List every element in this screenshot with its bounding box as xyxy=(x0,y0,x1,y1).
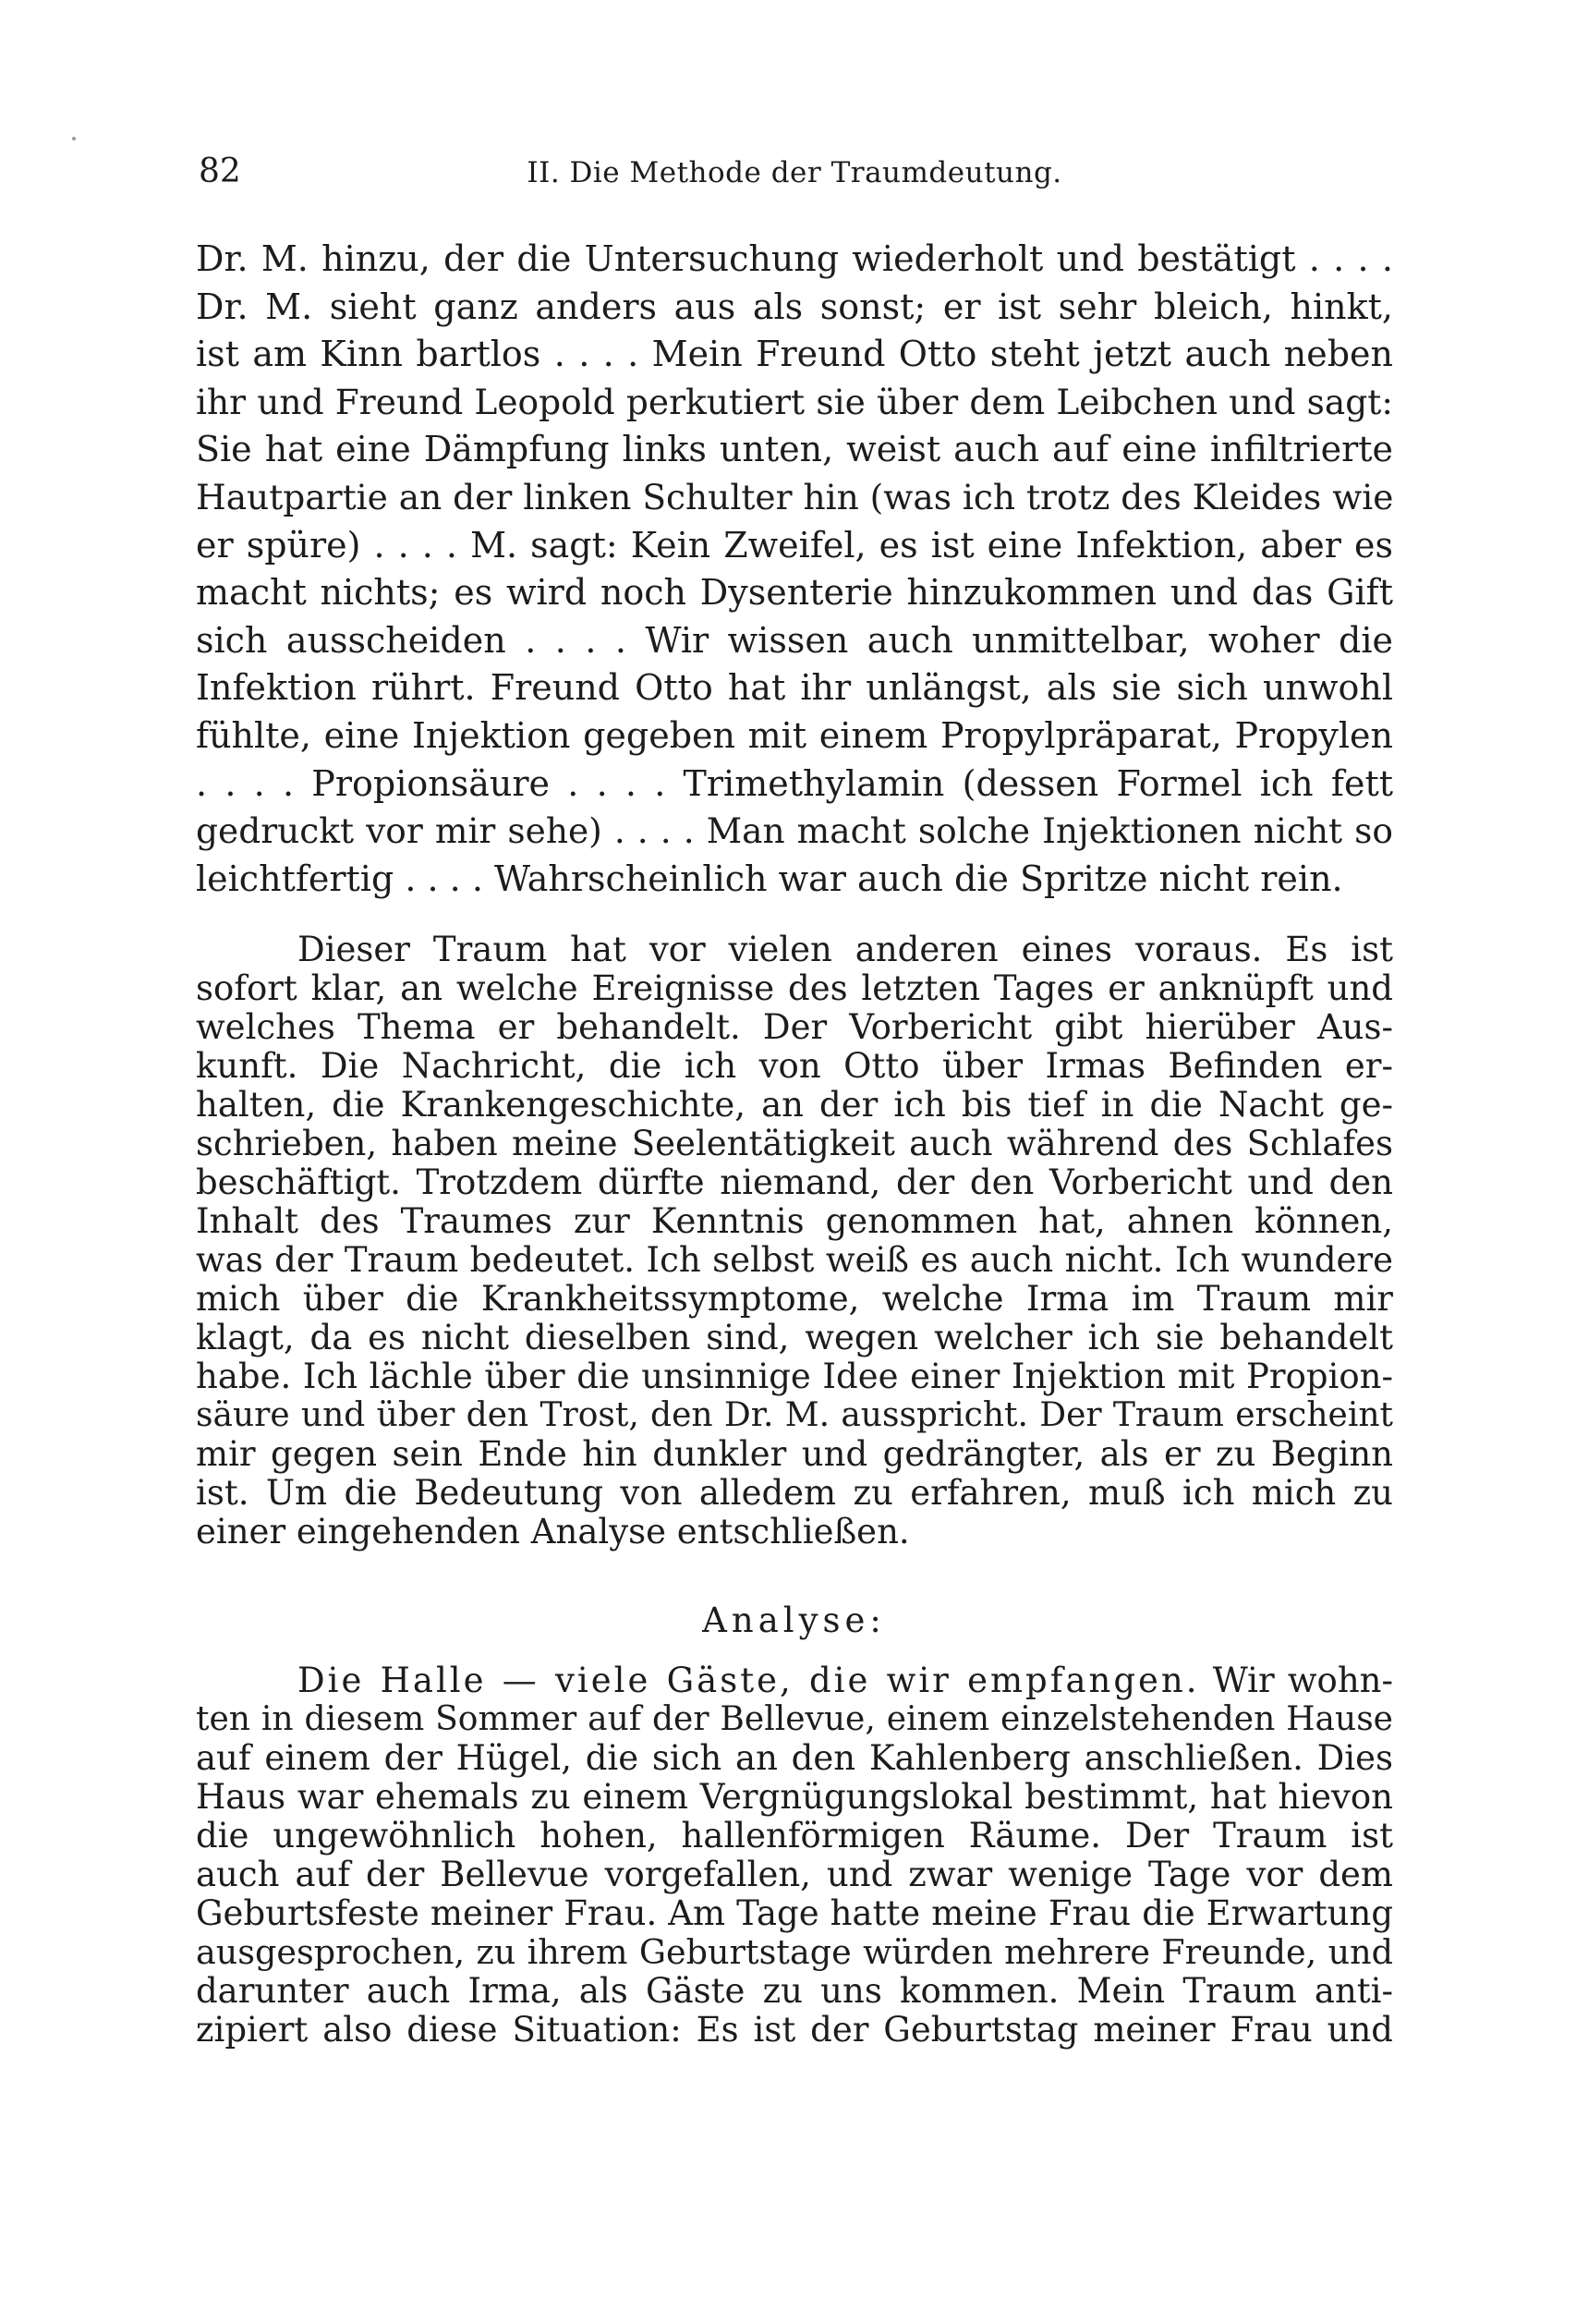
margin-speck xyxy=(72,137,76,140)
text-line: leichtfertig . . . . Wahrscheinlich war auch die Spritze nicht rein. xyxy=(196,858,1343,899)
text-line: ist am Kinn bartlos . . . . Mein Freund Otto steht jetzt auch neben xyxy=(196,334,1393,375)
text-line: Haus war ehemals zu einem Vergnügungslokal bestimmt, hat hievon xyxy=(196,1777,1393,1817)
text-line: Dr. M. hinzu, der die Untersuchung wiederholt und bestätigt . . . . xyxy=(196,238,1393,279)
text-line: habe. Ich lächle über die unsinnige Idee einer Injektion mit Propion- xyxy=(196,1357,1393,1396)
text-line xyxy=(196,1661,1393,1700)
text-line: schrieben, haben meine Seelentätigkeit auch während des Schlafes xyxy=(196,1124,1393,1163)
spaced-phrase: Die Halle — viele Gäste, die wir empfangen. xyxy=(297,1661,1200,1700)
dream-text-block xyxy=(196,236,1393,903)
analysis-paragraph xyxy=(196,1661,1393,2050)
text-line: einer eingehenden Analyse entschließen. xyxy=(196,1512,910,1551)
text-line: ihr und Freund Leopold perkutiert sie über dem Leibchen und sagt: xyxy=(196,381,1393,422)
text-line: er spüre) . . . . M. sagt: Kein Zweifel, es ist eine Infektion, aber es xyxy=(196,524,1393,566)
text-line: ausgesprochen, zu ihrem Geburtstage würden mehrere Freunde, und xyxy=(196,1932,1393,1972)
line-continuation: Wir wohn- xyxy=(1199,1661,1393,1700)
text-line: sofort klar, an welche Ereignisse des letzten Tages er anknüpft und xyxy=(196,968,1393,1008)
text-line: säure und über den Trost, den Dr. M. ausspricht. Der Traum erscheint xyxy=(196,1396,1393,1434)
text-line: zipiert also diese Situation: Es ist der Geburtstag meiner Frau und xyxy=(196,2010,1393,2050)
text-line: die ungewöhnlich hohen, hallenförmigen Räume. Der Traum ist xyxy=(196,1816,1393,1856)
text-line: Dr. M. sieht ganz anders aus als sonst; er ist sehr bleich, hinkt, xyxy=(196,286,1393,327)
page-header xyxy=(199,152,1390,211)
text-line: . . . . Propionsäure . . . . Trimethylamin (dessen Formel ich fett xyxy=(196,762,1393,804)
text-line: halten, die Krankengeschichte, an der ich bis tief in die Nacht ge- xyxy=(196,1085,1393,1125)
text-line: ist. Um die Bedeutung von alledem zu erfahren, muß ich mich zu xyxy=(196,1473,1393,1513)
text-line: Infektion rührt. Freund Otto hat ihr unlängst, als sie sich unwohl xyxy=(196,667,1393,709)
text-line: was der Traum bedeutet. Ich selbst weiß es auch nicht. Ich wundere xyxy=(196,1240,1393,1280)
text-line: sich ausscheiden . . . . Wir wissen auch unmittelbar, woher die xyxy=(196,619,1393,661)
text-line: Dieser Traum hat vor vielen anderen eines voraus. Es ist xyxy=(297,930,1393,969)
text-line: gedruckt vor mir sehe) . . . . Man macht solche Injektionen nicht so xyxy=(196,810,1393,852)
text-line: Sie hat eine Dämpfung links unten, weist auch auf eine infiltrierte xyxy=(196,429,1393,470)
commentary-paragraph xyxy=(196,931,1393,1551)
running-title: II. Die Methode der Traumdeutung. xyxy=(527,156,1062,189)
text-line: darunter auch Irma, als Gäste zu uns kommen. Mein Traum anti- xyxy=(196,1971,1393,2011)
page-number: 82 xyxy=(199,152,241,190)
text-line: mich über die Krankheitssymptome, welche Irma im Traum mir xyxy=(196,1279,1393,1319)
text-line: macht nichts; es wird noch Dysenterie hinzukommen und das Gift xyxy=(196,572,1393,614)
text-line: Hautpartie an der linken Schulter hin (was ich trotz des Kleides wie xyxy=(196,476,1394,517)
text-line: Inhalt des Traumes zur Kenntnis genommen hat, ahnen können, xyxy=(196,1201,1393,1241)
text-line: Geburtsfeste meiner Frau. Am Tage hatte meine Frau die Erwartung xyxy=(196,1893,1393,1933)
text-line: kunft. Die Nachricht, die ich von Otto über Irmas Befinden er- xyxy=(196,1046,1393,1086)
text-line: auch auf der Bellevue vorgefallen, und zwar wenige Tage vor dem xyxy=(196,1855,1393,1894)
section-heading: Analyse: xyxy=(702,1600,886,1640)
text-line: auf einem der Hügel, die sich an den Kahlenberg anschließen. Dies xyxy=(196,1738,1393,1778)
text-line: mir gegen sein Ende hin dunkler und gedrängter, als er zu Beginn xyxy=(196,1434,1393,1474)
text-line: fühlte, eine Injektion gegeben mit einem Propylpräparat, Propylen xyxy=(196,714,1393,756)
text-line: welches Thema er behandelt. Der Vorbericht gibt hierüber Aus- xyxy=(196,1007,1393,1047)
text-line: beschäftigt. Trotzdem dürfte niemand, der den Vorbericht und den xyxy=(196,1162,1393,1202)
text-line: ten in diesem Sommer auf der Bellevue, einem einzelstehenden Hause xyxy=(196,1700,1393,1738)
text-line: klagt, da es nicht dieselben sind, wegen welcher ich sie behandelt xyxy=(196,1318,1393,1357)
